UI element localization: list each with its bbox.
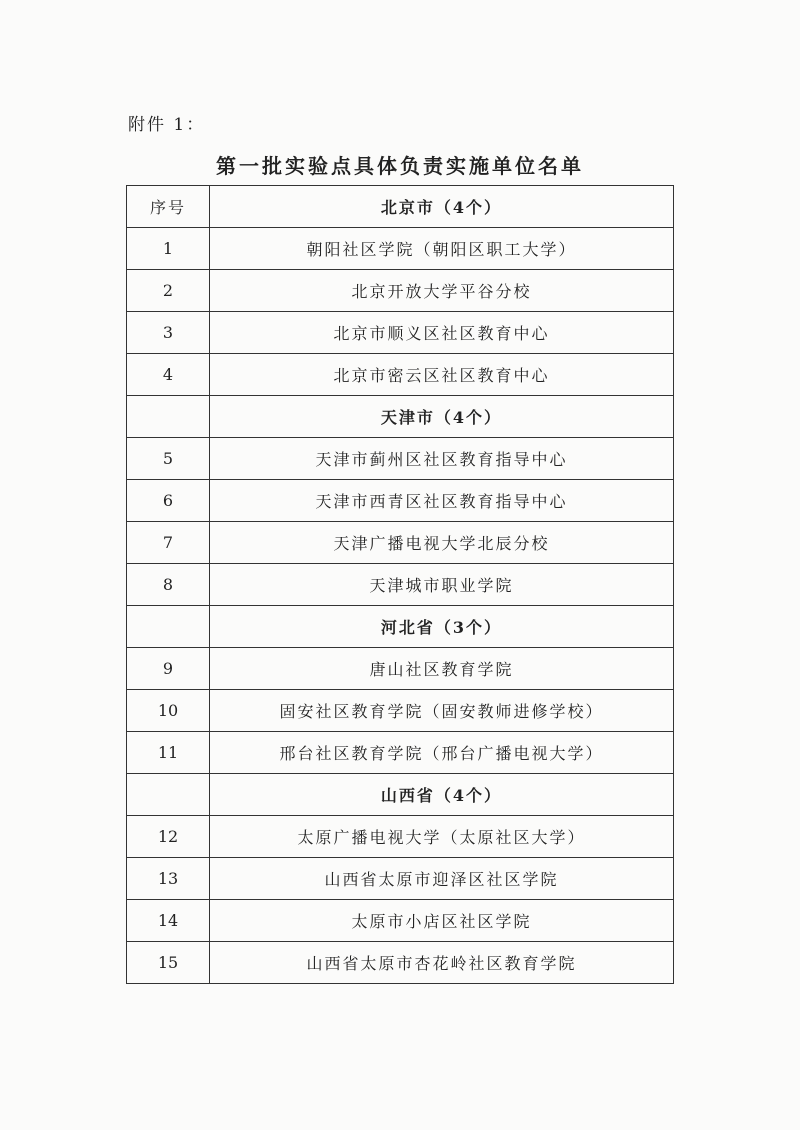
unit-name-cell: 唐山社区教育学院 xyxy=(210,648,674,690)
section-name-cell: 山西省（4个） xyxy=(210,774,674,816)
table-row xyxy=(127,732,674,774)
document-title: 第一批实验点具体负责实施单位名单 xyxy=(216,154,584,178)
row-number-cell: 3 xyxy=(127,312,210,354)
table-row xyxy=(127,480,674,522)
row-number-cell xyxy=(127,606,210,648)
row-number-cell: 11 xyxy=(127,732,210,774)
table-row xyxy=(127,690,674,732)
unit-name-cell: 固安社区教育学院（固安教师进修学校） xyxy=(210,690,674,732)
row-number-cell xyxy=(127,774,210,816)
unit-name-cell: 天津市西青区社区教育指导中心 xyxy=(210,480,674,522)
row-number-cell: 7 xyxy=(127,522,210,564)
row-number-cell: 2 xyxy=(127,270,210,312)
unit-name-cell: 山西省太原市迎泽区社区学院 xyxy=(210,858,674,900)
row-number-cell: 4 xyxy=(127,354,210,396)
section-name-cell: 天津市（4个） xyxy=(210,396,674,438)
row-number-cell xyxy=(127,396,210,438)
section-name-cell: 北京市（4个） xyxy=(210,186,674,228)
row-number-cell: 14 xyxy=(127,900,210,942)
unit-name-cell: 天津市蓟州区社区教育指导中心 xyxy=(210,438,674,480)
unit-name-cell: 邢台社区教育学院（邢台广播电视大学） xyxy=(210,732,674,774)
unit-name-cell: 太原广播电视大学（太原社区大学） xyxy=(210,816,674,858)
row-number-cell: 1 xyxy=(127,228,210,270)
unit-name-cell: 天津城市职业学院 xyxy=(210,564,674,606)
table-row xyxy=(127,354,674,396)
table-row xyxy=(127,270,674,312)
section-row xyxy=(127,396,674,438)
unit-name-cell: 山西省太原市杏花岭社区教育学院 xyxy=(210,942,674,984)
table-row xyxy=(127,816,674,858)
table-row xyxy=(127,900,674,942)
table-row xyxy=(127,522,674,564)
row-number-cell: 5 xyxy=(127,438,210,480)
unit-name-cell: 北京市顺义区社区教育中心 xyxy=(210,312,674,354)
table-row xyxy=(127,942,674,984)
table-row xyxy=(127,438,674,480)
row-number-cell: 15 xyxy=(127,942,210,984)
unit-name-cell: 天津广播电视大学北辰分校 xyxy=(210,522,674,564)
unit-name-cell: 太原市小店区社区学院 xyxy=(210,900,674,942)
table-row xyxy=(127,564,674,606)
row-number-cell: 13 xyxy=(127,858,210,900)
unit-table-body xyxy=(127,186,674,984)
table-row xyxy=(127,312,674,354)
attachment-label: 附件 1： xyxy=(128,115,206,135)
row-number-cell: 9 xyxy=(127,648,210,690)
table-row xyxy=(127,228,674,270)
table-header-row xyxy=(127,186,674,228)
unit-name-cell: 朝阳社区学院（朝阳区职工大学） xyxy=(210,228,674,270)
section-row xyxy=(127,774,674,816)
row-number-cell: 12 xyxy=(127,816,210,858)
row-number-cell: 6 xyxy=(127,480,210,522)
row-number-cell: 8 xyxy=(127,564,210,606)
row-number-cell: 10 xyxy=(127,690,210,732)
header-num-cell: 序号 xyxy=(127,186,210,228)
unit-table xyxy=(126,185,674,984)
section-row xyxy=(127,606,674,648)
unit-name-cell: 北京开放大学平谷分校 xyxy=(210,270,674,312)
section-name-cell: 河北省（3个） xyxy=(210,606,674,648)
table-row xyxy=(127,858,674,900)
table-row xyxy=(127,648,674,690)
unit-name-cell: 北京市密云区社区教育中心 xyxy=(210,354,674,396)
